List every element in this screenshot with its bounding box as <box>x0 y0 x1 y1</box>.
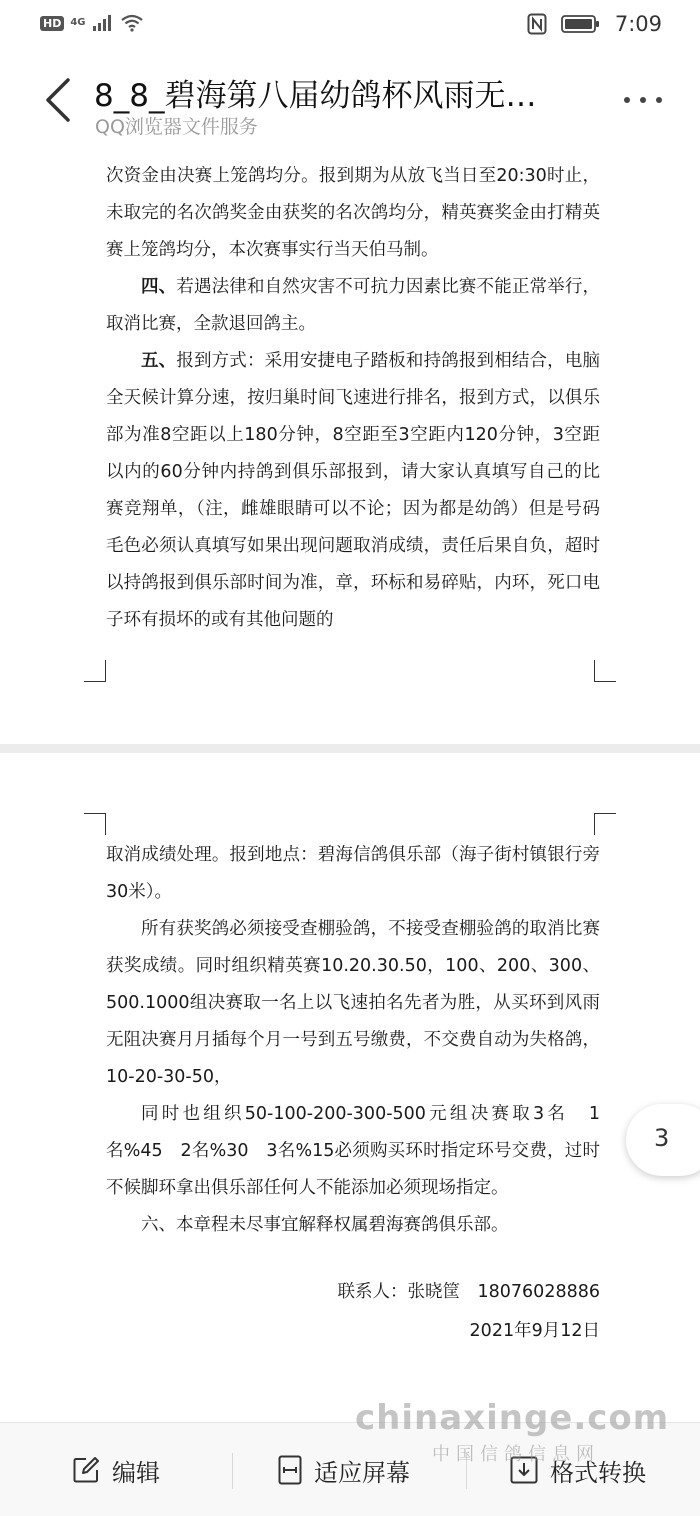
date-line: 2021年9月12日 <box>469 1321 600 1341</box>
page-margin-corner <box>84 660 106 682</box>
section-heading: 五、 <box>141 351 177 371</box>
edit-icon <box>72 1456 100 1484</box>
status-right <box>527 12 662 36</box>
status-bar <box>0 0 700 52</box>
paragraph-section-five <box>106 343 600 639</box>
fit-screen-label: 适应屏幕 <box>314 1458 410 1487</box>
edit-label: 编辑 <box>112 1458 160 1487</box>
format-convert-label: 格式转换 <box>550 1458 646 1487</box>
signal-icon <box>92 14 114 32</box>
document-page-1 <box>0 146 700 744</box>
page-indicator[interactable] <box>626 1104 700 1176</box>
page-subtitle: QQ浏览器文件服务 <box>95 116 258 138</box>
page-separator <box>0 744 700 753</box>
document-viewer[interactable] <box>0 146 700 1422</box>
fit-screen-icon <box>278 1455 302 1485</box>
status-left <box>40 14 144 32</box>
paragraph: 取消成绩处理。报到地点：碧海信鸽俱乐部（海子街村镇银行旁30米）。 <box>106 845 600 902</box>
page-margin-corner <box>594 660 616 682</box>
watermark-subtext: 中国信鸽信息网 <box>432 1444 600 1465</box>
toolbar-divider <box>232 1453 233 1489</box>
edit-button[interactable] <box>72 1423 160 1516</box>
section-text: 报到方式：采用安捷电子踏板和持鸽报到相结合，电脑全天候计算分速，按归巢时间飞速进行排名，报到方式，以俱乐部为准8空距以上180分钟，8空距至3空距内120分钟，3空距以内的60分钟内持鸽到俱乐部报到，请大家认真填写自己的比赛竞翔单，（注，雌雄眼睛可以不论；因为都是幼鸽）但是号码毛色必须认真填写如果出现问题取消成绩，责任后果自负，超时以持鸽报到俱乐部时间为准，章，环标和易碎贴，内环，死口电子环有损坏的或有其他问题的 <box>106 351 601 630</box>
page-title: 8_8_碧海第八届幼鸽杯风雨无… <box>94 78 537 114</box>
network-type: 4G <box>70 17 86 28</box>
page-number: 3 <box>654 1124 670 1152</box>
dot <box>624 97 630 103</box>
more-dots-icon[interactable] <box>624 90 668 110</box>
page-margin-corner <box>594 813 616 835</box>
nfc-icon <box>527 13 547 35</box>
paragraph: 所有获奖鸽必须接受查棚验鸽，不接受查棚验鸽的取消比赛获奖成绩。同时组织精英赛10.20.30.50，100、200、300、500.1000组决赛取一名上以飞速拍名先者为胜，从买环到风雨无阻决赛月月插每个月一号到五号缴费，不交费自动为失格鸽，10-20-30-50， <box>106 919 600 1087</box>
section-text: 若遇法律和自然灾害不可抗力因素比赛不能正常举行，取消比赛，全款退回鸽主。 <box>106 277 601 334</box>
dot <box>640 97 646 103</box>
paragraph: 六、本章程未尽事宜解释权属碧海赛鸽俱乐部。 <box>141 1215 509 1235</box>
dot <box>656 97 662 103</box>
clock: 7:09 <box>614 12 662 36</box>
battery-icon <box>561 14 601 34</box>
document-page-2 <box>0 753 700 1422</box>
wifi-icon <box>120 14 144 32</box>
hd-badge: HD <box>40 16 64 31</box>
contact-line: 联系人：张晓筐 18076028886 <box>337 1282 600 1302</box>
paragraph: 次资金由决赛上笼鸽均分。报到期为从放飞当日至20:30时止，未取完的名次鸽奖金由获奖的名次鸽均分，精英赛奖金由打精英赛上笼鸽均分，本次赛事实行当天伯马制。 <box>106 166 600 260</box>
back-arrow-icon[interactable] <box>38 76 78 124</box>
page-margin-corner <box>84 813 106 835</box>
title-bar <box>0 52 700 146</box>
watermark-text: chinaxinge.com <box>355 1398 670 1438</box>
section-heading: 四、 <box>141 277 177 297</box>
paragraph-section-four <box>106 269 600 343</box>
paragraph: 同时也组织50-100-200-300-500元组决赛取3名 1名%45 2名%30 3名%15必须购买环时指定环号交费，过时不候脚环拿出俱乐部任何人不能添加必须现场指定。 <box>106 1104 600 1198</box>
